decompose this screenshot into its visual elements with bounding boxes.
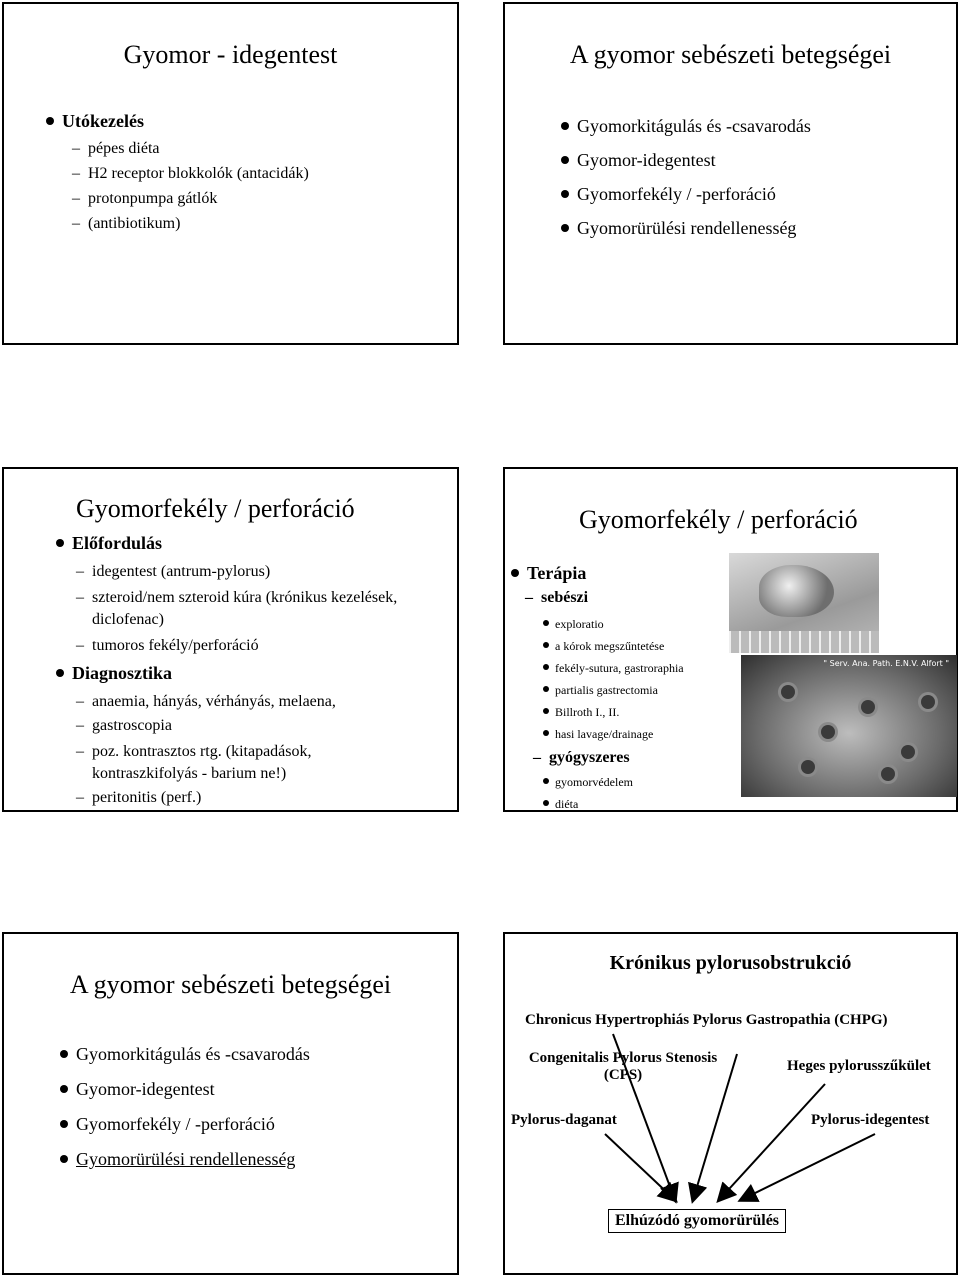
photo-caption: " Serv. Ana. Path. E.N.V. Alfort "	[823, 659, 949, 668]
list-item: – pépes diéta	[72, 140, 160, 157]
bullet-section: Előfordulás	[56, 533, 162, 554]
list-item: Gyomorürülési rendellenesség	[561, 218, 796, 239]
slide-title: A gyomor sebészeti betegségei	[569, 40, 892, 69]
slide-3	[2, 467, 459, 812]
diagram-node-heges: Heges pylorusszűkület	[787, 1058, 931, 1074]
ulcer-specimen-photo	[729, 553, 879, 653]
list-item: Gyomorkitágulás és -csavarodás	[60, 1044, 310, 1065]
list-item: Gyomor-idegentest	[561, 150, 716, 171]
slide-title: Krónikus pylorusobstrukció	[609, 952, 852, 974]
stomach-mucosa-photo	[741, 655, 957, 797]
diagram-node-daganat: Pylorus-daganat	[511, 1112, 617, 1128]
list-item: diéta	[543, 797, 578, 812]
slide-title: Gyomorfekély / perforáció	[76, 494, 355, 523]
arrow-idegentest	[741, 1134, 875, 1200]
list-item: kontraszkifolyás - barium ne!)	[92, 765, 287, 782]
diagram-node-result: Elhúzódó gyomorürülés	[608, 1209, 786, 1233]
bullet-section: Terápia	[511, 563, 586, 584]
list-item: Gyomorürülési rendellenesség	[60, 1149, 295, 1170]
slide-6	[503, 932, 958, 1275]
list-item: – szteroid/nem szteroid kúra (krónikus kezelések,	[76, 589, 398, 606]
sub-heading: – gyógyszeres	[533, 749, 630, 766]
slide-title: Gyomor - idegentest	[123, 40, 338, 69]
diagram-node-chpg: Chronicus Hypertrophiás Pylorus Gastropathia (CHPG)	[525, 1012, 888, 1028]
list-item: partialis gastrectomia	[543, 683, 658, 698]
list-item: – gastroscopia	[76, 717, 172, 734]
arrow-chpg	[613, 1034, 675, 1200]
list-item: a kórok megszűntetése	[543, 639, 664, 654]
list-item: fekély-sutura, gastroraphia	[543, 661, 684, 676]
list-item: Gyomorfekély / -perforáció	[60, 1114, 275, 1135]
list-item: – protonpumpa gátlók	[72, 190, 218, 207]
list-item: – idegentest (antrum-pylorus)	[76, 563, 271, 580]
list-item: Billroth I., II.	[543, 705, 619, 720]
list-item: hasi lavage/drainage	[543, 727, 653, 742]
slide-1	[2, 2, 459, 345]
list-item: Gyomorkitágulás és -csavarodás	[561, 116, 811, 137]
list-item: Gyomor-idegentest	[60, 1079, 215, 1100]
diagram-arrows	[505, 934, 960, 1277]
diagram-node-cps: Congenitalis Pylorus Stenosis (CPS)	[528, 1050, 718, 1083]
arrow-daganat	[605, 1134, 675, 1200]
list-item: – tumoros fekély/perforáció	[76, 637, 259, 654]
list-item: exploratio	[543, 617, 604, 632]
list-item: – (antibiotikum)	[72, 215, 181, 232]
slide-title: A gyomor sebészeti betegségei	[69, 970, 392, 999]
list-item: – poz. kontrasztos rtg. (kitapadások,	[76, 743, 312, 760]
list-item: – anaemia, hányás, vérhányás, melaena,	[76, 693, 336, 710]
bullet-section: Utókezelés	[46, 111, 144, 132]
slide-5	[2, 932, 459, 1275]
list-item: diclofenac)	[92, 611, 164, 628]
bullet-icon	[46, 117, 54, 125]
bullet-section: Diagnosztika	[56, 663, 172, 684]
list-item: – H2 receptor blokkolók (antacidák)	[72, 165, 309, 182]
list-item: Gyomorfekély / -perforáció	[561, 184, 776, 205]
arrow-cps	[693, 1054, 737, 1200]
slide-4	[503, 467, 958, 812]
slide-title: Gyomorfekély / perforáció	[579, 505, 858, 534]
list-item: gyomorvédelem	[543, 775, 633, 790]
slide-2	[503, 2, 958, 345]
list-item: – peritonitis (perf.)	[76, 789, 202, 806]
diagram-node-idegentest: Pylorus-idegentest	[811, 1112, 930, 1128]
arrow-heges	[719, 1084, 825, 1200]
sub-heading: – sebészi	[525, 589, 589, 606]
